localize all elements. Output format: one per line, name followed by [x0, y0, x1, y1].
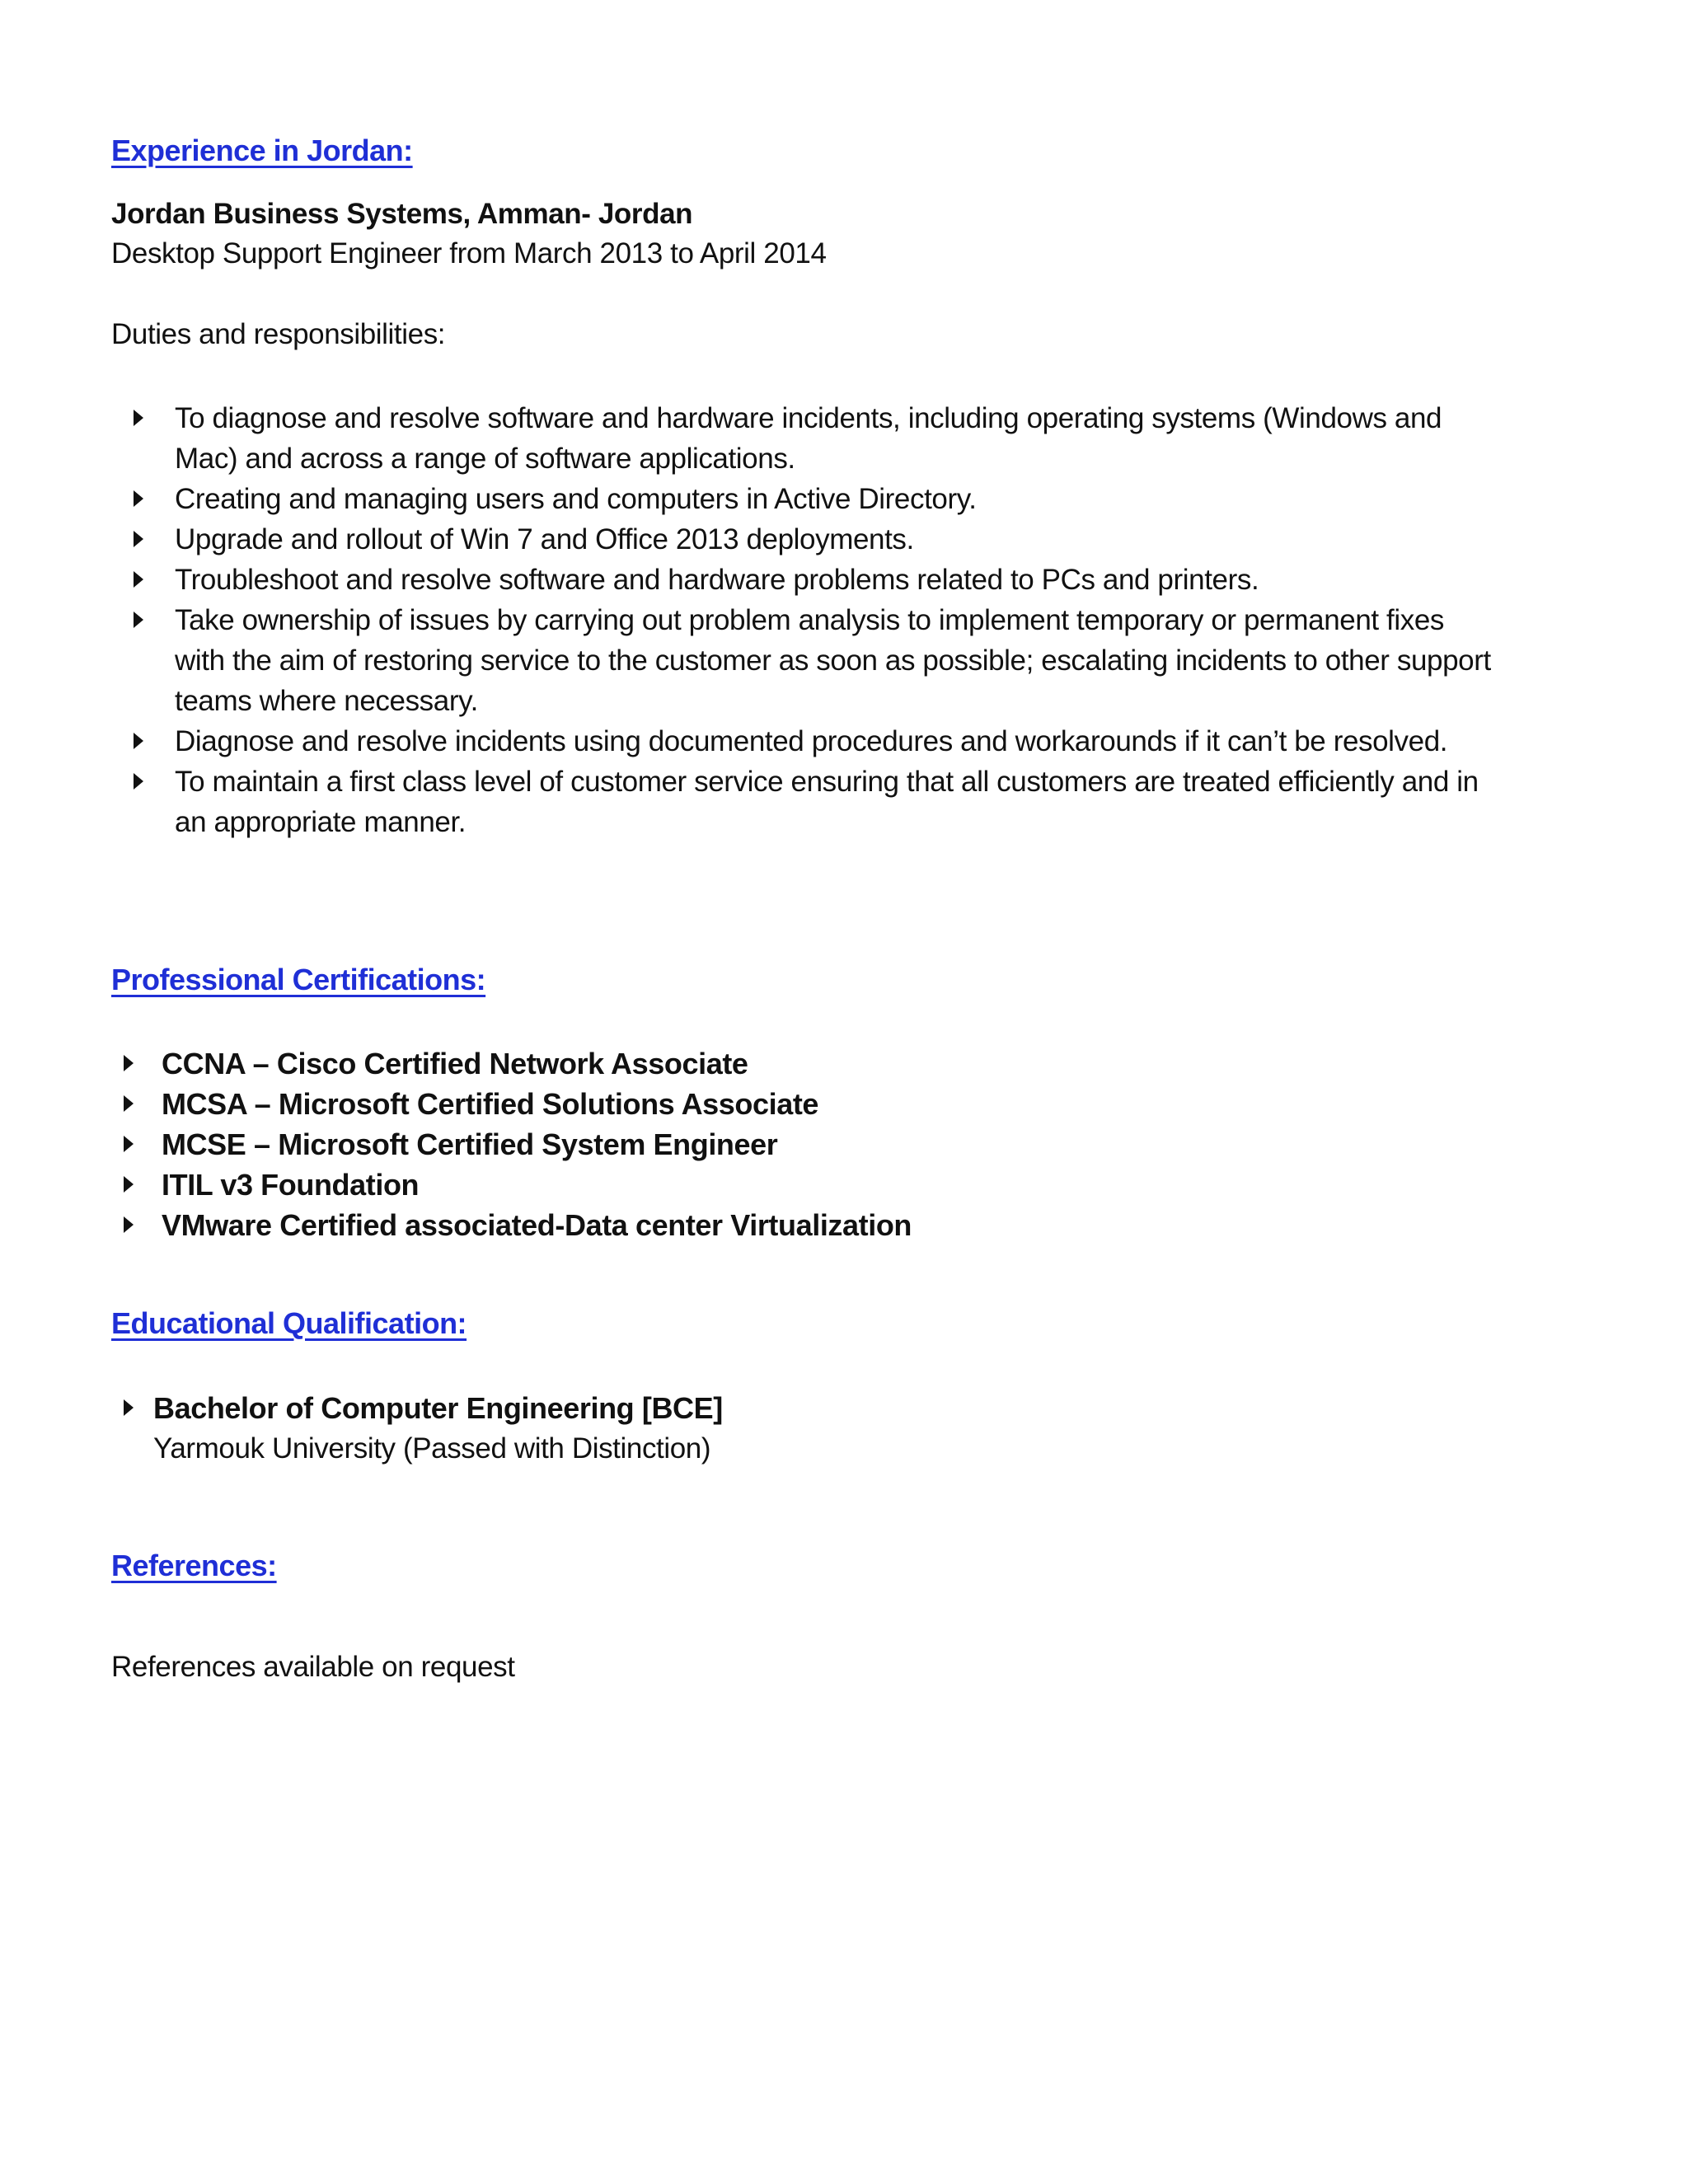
duties-label: Duties and responsibilities:: [111, 318, 446, 350]
list-item: VMware Certified associated-Data center Virtualization: [122, 1205, 912, 1245]
job-role: Desktop Support Engineer from March 2013 to April 2014: [111, 237, 827, 269]
bullet-arrow-icon: [134, 531, 143, 547]
bullet-arrow-icon: [124, 1136, 134, 1152]
institution-name: Yarmouk University (Passed with Distinction): [153, 1432, 711, 1465]
bullet-arrow-icon: [124, 1055, 134, 1071]
certifications-heading: Professional Certifications:: [111, 963, 486, 996]
list-item: CCNA – Cisco Certified Network Associate: [122, 1043, 912, 1084]
bullet-arrow-icon: [134, 773, 143, 790]
bullet-arrow-icon: [134, 410, 143, 426]
references-text: References available on request: [111, 1651, 515, 1683]
certifications-list: [122, 1043, 912, 1245]
list-item: ITIL v3 Foundation: [122, 1165, 912, 1205]
list-item: Creating and managing users and computers in Active Directory.: [132, 479, 1492, 519]
list-item: To maintain a first class level of customer service ensuring that all customers are treated efficiently and in an appropriate manner.: [132, 762, 1492, 842]
list-item: Take ownership of issues by carrying out problem analysis to implement temporary or permanent fixes with the aim of restoring service to the customer as soon as possible; escalating incidents to other support teams where necessary.: [132, 600, 1492, 721]
list-item: MCSE – Microsoft Certified System Engineer: [122, 1124, 912, 1165]
bullet-arrow-icon: [124, 1216, 134, 1233]
bullet-arrow-icon: [134, 612, 143, 628]
list-item: Upgrade and rollout of Win 7 and Office 2013 deployments.: [132, 519, 1492, 560]
experience-heading: Experience in Jordan:: [111, 134, 413, 167]
list-item: Diagnose and resolve incidents using documented procedures and workarounds if it can’t be resolved.: [132, 721, 1492, 762]
bullet-arrow-icon: [134, 571, 143, 588]
bullet-arrow-icon: [124, 1095, 134, 1112]
education-heading: Educational Qualification:: [111, 1306, 467, 1340]
duties-list: [132, 398, 1492, 842]
bullet-arrow-icon: [124, 1176, 134, 1193]
list-item: Troubleshoot and resolve software and hardware problems related to PCs and printers.: [132, 560, 1492, 600]
list-item: To diagnose and resolve software and hardware incidents, including operating systems (Windows and Mac) and across a range of software applications.: [132, 398, 1492, 479]
degree-title: Bachelor of Computer Engineering [BCE]: [153, 1391, 723, 1425]
company-name: Jordan Business Systems, Amman- Jordan: [111, 198, 693, 230]
references-heading: References:: [111, 1549, 277, 1582]
bullet-arrow-icon: [134, 490, 143, 507]
bullet-arrow-icon: [134, 733, 143, 749]
bullet-arrow-icon: [124, 1399, 134, 1416]
list-item: MCSA – Microsoft Certified Solutions Associate: [122, 1084, 912, 1124]
